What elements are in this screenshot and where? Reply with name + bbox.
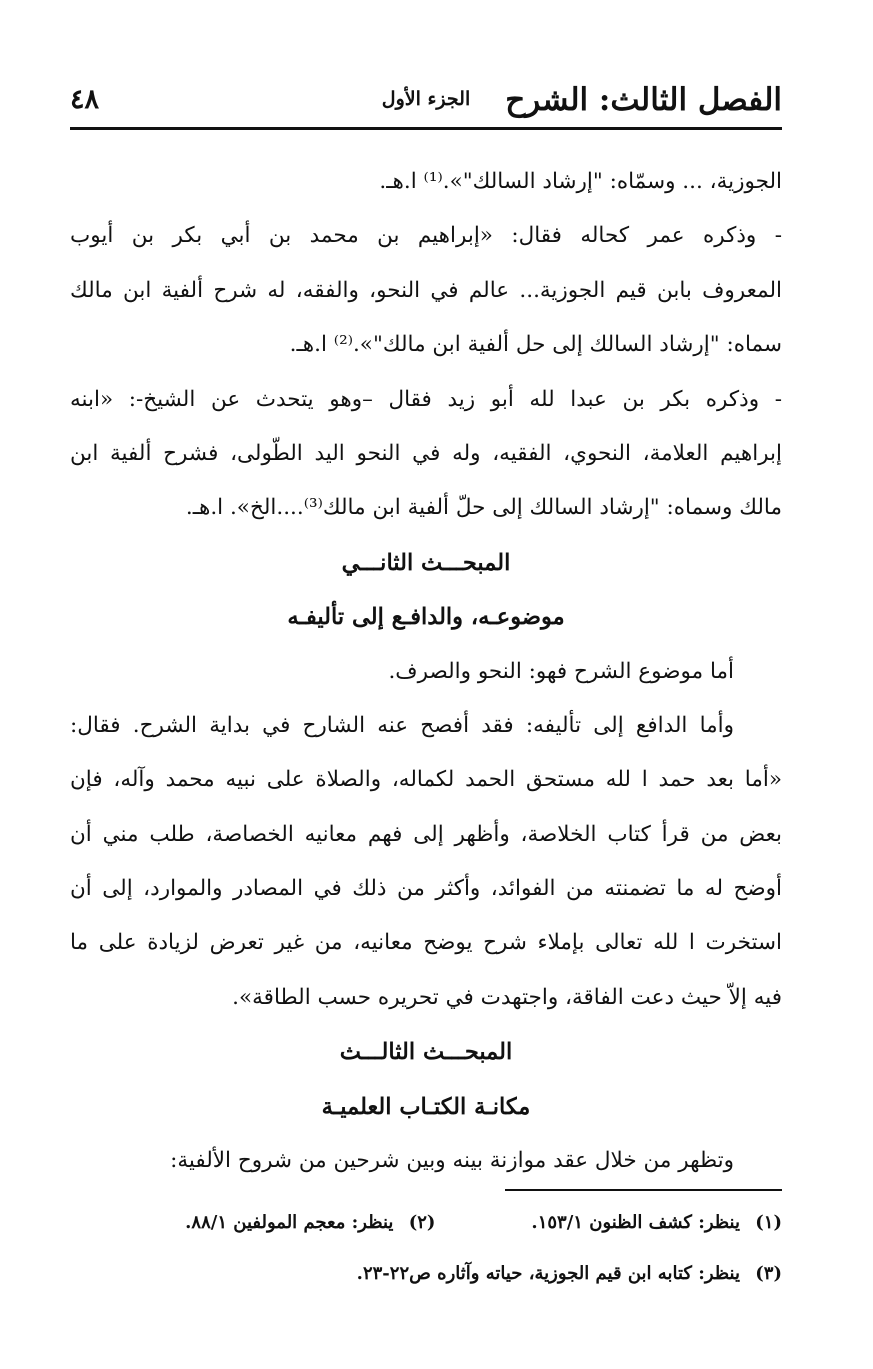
page-header [70, 78, 782, 126]
part-label: الجزء الأول [381, 88, 471, 110]
body-line: سماه: "إرشاد السالك إلى حل ألفية ابن مالك"».⁽²⁾ ا.هـ. [289, 332, 782, 358]
body-line: استخرت ا لله تعالى بإملاء شرح يوضح معانيه، من غير تعرض لزيادة على ما [70, 930, 782, 956]
body-line: أوضح له ما تضمنته من الفوائد، وأكثر من ذلك في المصادر والموارد، إلى أن [70, 876, 782, 902]
footnote-text: ينظر: كتابه ابن قيم الجوزية، حياته وآثاره ص٢٢-٢٣. [356, 1263, 740, 1284]
footnote-row [70, 1256, 782, 1292]
header-rule [70, 127, 782, 130]
section-heading: المبحـــث الثالـــث [339, 1039, 513, 1066]
body-line: إبراهيم العلامة، النحوي، الفقيه، وله في النحو اليد الطّولى، فشرح ألفية ابن [70, 440, 782, 466]
page-number: ٤٨ [70, 84, 100, 115]
section-subheading: مكانـة الكتـاب العلميـة [321, 1093, 531, 1120]
body-line: بعض من قرأ كتاب الخلاصة، وأظهر إلى فهم معانيه الخصاصة، طلب مني أن [70, 821, 782, 847]
body-line: - وذكره بكر بن عبدا لله أبو زيد فقال –وهو يتحدث عن الشيخ-: «ابنه [70, 386, 782, 412]
body-line: «أما بعد حمد ا لله مستحق الحمد لكماله، والصلاة على نبيه محمد وآله، فإن [70, 767, 782, 793]
body-line: مالك وسماه: "إرشاد السالك إلى حلّ ألفية ابن مالك⁽³⁾....الخ». ا.هـ. [185, 495, 782, 521]
footnote-row [70, 1205, 782, 1241]
body-line: وتظهر من خلال عقد موازنة بينه وبين شرحين من شروح الألفية: [170, 1148, 734, 1174]
footnote-text: ينظر: كشف الظنون ١٥٣/١. [531, 1212, 740, 1233]
body-line: المعروف بابن قيم الجوزية... عالم في النحو، والفقه، له شرح ألفية ابن مالك [70, 277, 782, 303]
body-text [70, 155, 782, 1188]
footnote-number: (٢) [408, 1212, 436, 1233]
body-line: فيه إلاّ حيث دعت الفاقة، واجتهدت في تحريره حسب الطاقة». [232, 984, 782, 1010]
chapter-title: الفصل الثالث: الشرح [505, 82, 782, 118]
footnote-number: (١) [755, 1212, 782, 1233]
body-line: - وذكره عمر كحاله فقال: «إبراهيم بن محمد بن أبي بكر بن أيوب [70, 223, 782, 249]
body-line: أما موضوع الشرح فهو: النحو والصرف. [388, 658, 734, 684]
footnote-number: (٣) [755, 1263, 782, 1284]
body-line: الجوزية، ... وسمّاه: "إرشاد السالك"».⁽¹⁾ ا.هـ. [379, 169, 782, 194]
footnote-text: ينظر: معجم المولفين ٨٨/١. [185, 1212, 394, 1233]
footnote-rule [505, 1189, 782, 1191]
section-subheading: موضوعـه، والدافـع إلى تأليفـه [287, 604, 565, 631]
body-line: وأما الدافع إلى تأليفه: فقد أفصح عنه الشارح في بداية الشرح. فقال: [70, 712, 734, 738]
section-heading: المبحـــث الثانـــي [341, 549, 511, 576]
